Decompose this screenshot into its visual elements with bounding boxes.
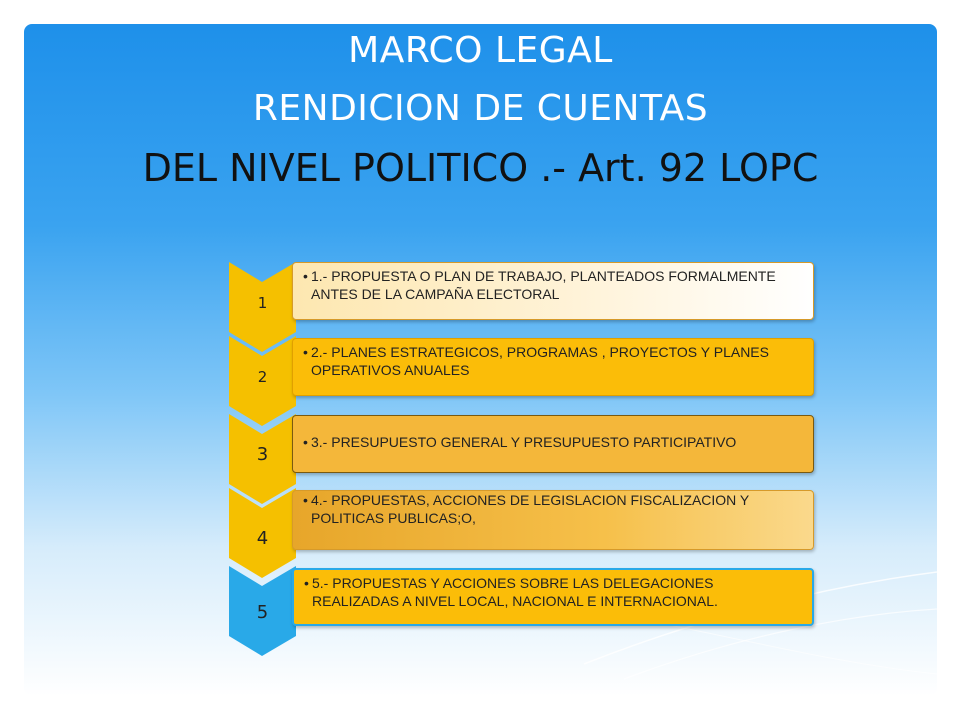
- step-3-number: 3: [256, 444, 269, 465]
- step-2-number: 2: [257, 368, 268, 386]
- slide-background: [24, 24, 937, 696]
- title-line-2: RENDICION DE CUENTAS: [252, 88, 709, 129]
- step-5-text: 5.- PROPUESTAS Y ACCIONES SOBRE LAS DELEGACIONES REALIZADAS A NIVEL LOCAL, NACIONAL E INTERNACIONAL.: [312, 575, 718, 609]
- step-4-chevron: [229, 488, 296, 578]
- step-5-number: 5: [256, 602, 269, 623]
- title-line-3: DEL NIVEL POLITICO .- Art. 92 LOPC: [142, 146, 819, 190]
- step-5-box: [292, 568, 814, 626]
- step-2-box: [292, 338, 814, 396]
- bullet-dot-icon: •: [303, 492, 308, 508]
- step-4-number: 4: [256, 528, 269, 549]
- step-4-text: 4.- PROPUESTAS, ACCIONES DE LEGISLACION FISCALIZACION Y POLITICAS PUBLICAS;O,: [311, 492, 750, 526]
- step-5-chevron: [229, 566, 296, 656]
- step-1-number: 1: [257, 294, 268, 312]
- bullet-dot-icon: •: [304, 575, 309, 591]
- bullet-dot-icon: •: [303, 434, 308, 450]
- title-line-1: MARCO LEGAL: [348, 30, 613, 71]
- step-3-box: [292, 415, 814, 473]
- step-1-box: [292, 262, 814, 320]
- step-4-box: [292, 490, 814, 550]
- step-1-text: 1.- PROPUESTA O PLAN DE TRABAJO, PLANTEADOS FORMALMENTE ANTES DE LA CAMPAÑA ELECTORAL: [311, 268, 776, 302]
- step-3-text: 3.- PRESUPUESTO GENERAL Y PRESUPUESTO PARTICIPATIVO: [311, 434, 737, 450]
- bullet-dot-icon: •: [303, 344, 308, 360]
- step-2-chevron: [229, 336, 296, 426]
- step-2-text: 2.- PLANES ESTRATEGICOS, PROGRAMAS , PROYECTOS Y PLANES OPERATIVOS ANUALES: [311, 344, 769, 378]
- bullet-dot-icon: •: [303, 268, 308, 284]
